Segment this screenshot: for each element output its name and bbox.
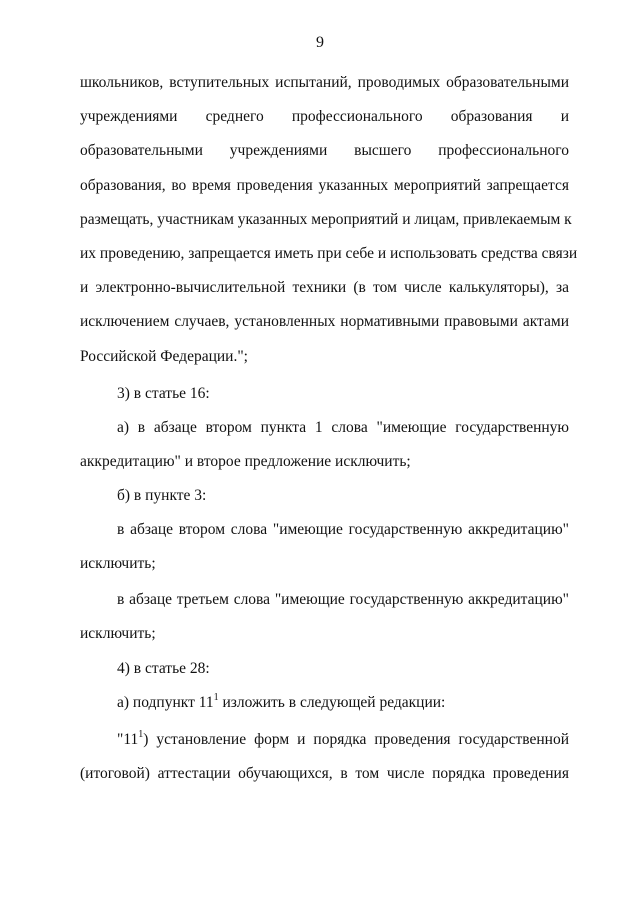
text-line: размещать, участникам указанных мероприятий и лицам, привлекаемым к bbox=[80, 210, 572, 228]
text-line: аккредитацию" и второе предложение исключить; bbox=[80, 453, 411, 471]
text-line: 3) в статье 16: bbox=[117, 385, 210, 402]
text-line: школьников, вступительных испытаний, проводимых образовательными bbox=[80, 74, 569, 91]
text-line bbox=[80, 723, 569, 757]
text-fragment: а) подпункт 11 bbox=[117, 694, 214, 711]
page-number: 9 bbox=[316, 34, 324, 51]
text-fragment: "11 bbox=[117, 731, 139, 748]
text-line: учреждениями среднего профессионального образования и bbox=[80, 108, 569, 126]
paragraph-new-wording bbox=[80, 723, 569, 791]
text-line: (итоговой) аттестации обучающихся, в том числе порядка проведения bbox=[80, 765, 569, 783]
item-article-16 bbox=[80, 377, 569, 411]
text-line: и электронно-вычислительной техники (в том числе калькуляторы), за bbox=[80, 279, 569, 297]
paragraph-second-clause bbox=[80, 513, 569, 581]
text-line: их проведению, запрещается иметь при себе и использовать средства связи bbox=[80, 245, 578, 263]
text-line: исключить; bbox=[80, 555, 156, 573]
item-article-28 bbox=[80, 652, 569, 686]
text-fragment: изложить в следующей редакции: bbox=[218, 694, 446, 711]
subitem-b-point-3 bbox=[80, 479, 569, 513]
text-line: в абзаце третьем слова "имеющие государственную аккредитацию" bbox=[117, 591, 569, 608]
superscript: 1 bbox=[138, 728, 144, 740]
subitem-a-paragraph-2 bbox=[80, 411, 569, 479]
text-line: а) в абзаце втором пункта 1 слова "имеющие государственную bbox=[117, 419, 569, 436]
text-line: образовательными учреждениями высшего профессионального bbox=[80, 142, 569, 160]
text-line bbox=[80, 686, 569, 720]
paragraph-third-clause bbox=[80, 583, 569, 651]
subitem-a-subpoint-11-1 bbox=[80, 686, 569, 720]
superscript: 1 bbox=[213, 691, 219, 703]
text-line: в абзаце втором слова "имеющие государственную аккредитацию" bbox=[117, 521, 569, 538]
text-line: исключением случаев, установленных нормативными правовыми актами bbox=[80, 313, 569, 331]
paragraph-exam-rules bbox=[80, 66, 578, 374]
text-line: исключить; bbox=[80, 625, 156, 643]
text-line: образования, во время проведения указанных мероприятий запрещается bbox=[80, 176, 569, 194]
text-line: Российской Федерации."; bbox=[80, 347, 248, 365]
text-line: б) в пункте 3: bbox=[117, 487, 207, 504]
text-fragment: ) установление форм и порядка проведения государственной bbox=[143, 731, 569, 748]
text-line: 4) в статье 28: bbox=[117, 660, 210, 677]
